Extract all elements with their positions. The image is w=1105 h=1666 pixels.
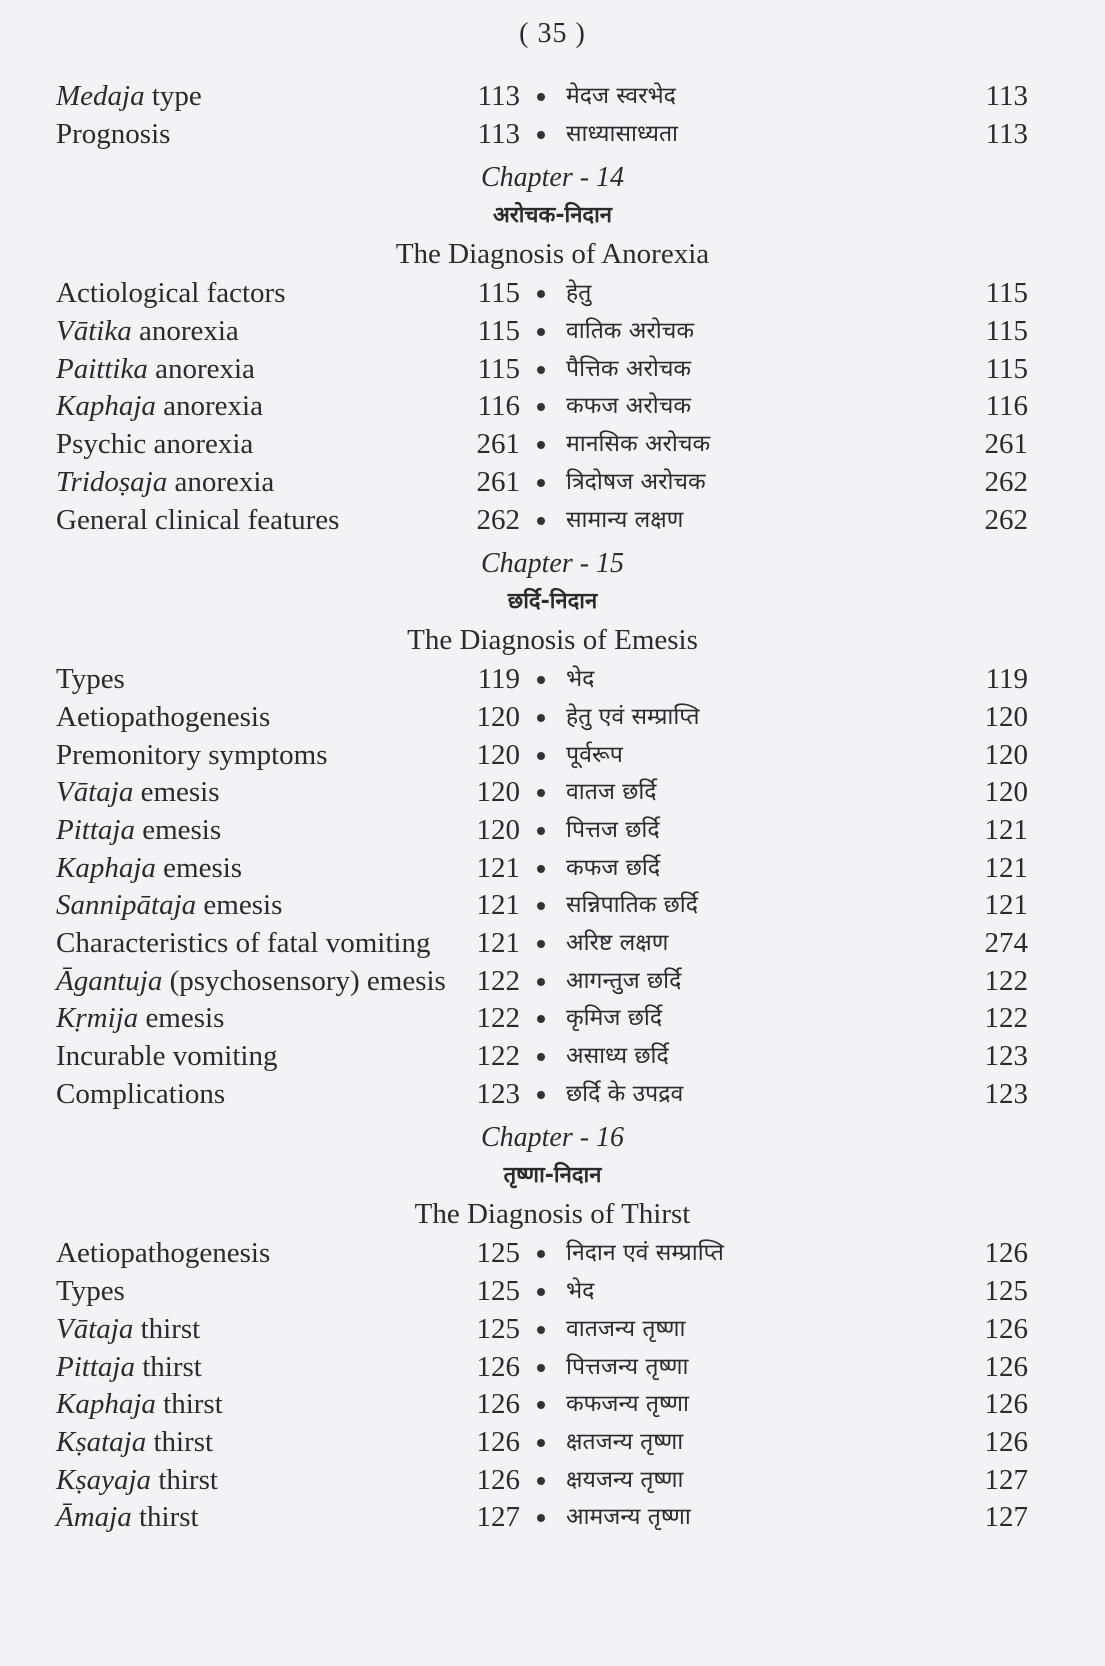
index-row (0, 1424, 1105, 1462)
english-page-number: 121 (476, 889, 520, 922)
english-entry (56, 699, 270, 737)
hindi-page-number: 121 (984, 813, 1028, 846)
english-entry-text: Aetiopathogenesis (56, 1237, 271, 1270)
index-row (0, 774, 1105, 812)
english-entry (56, 1076, 225, 1114)
hindi-entry: पूर्वरूप (566, 741, 623, 768)
hindi-page-number: 113 (985, 117, 1028, 150)
english-page-number: 123 (476, 1077, 520, 1110)
english-entry (56, 925, 430, 963)
english-page-number: 115 (477, 315, 520, 348)
english-entry-text: Premonitory symptoms (56, 738, 328, 771)
english-entry-italic: Āmaja (56, 1501, 132, 1534)
hindi-page-number: 122 (984, 1002, 1028, 1035)
chapter-heading (0, 159, 1105, 273)
bullet-icon (537, 827, 545, 835)
english-page-number: 126 (476, 1463, 520, 1496)
english-entry-text: Actiological factors (56, 277, 286, 310)
english-entry (56, 116, 170, 154)
hindi-entry: छर्दि के उपद्रव (566, 1080, 684, 1107)
english-entry (56, 661, 125, 699)
bullet-icon (537, 1326, 545, 1334)
index-row (0, 887, 1105, 925)
hindi-page-number: 123 (984, 1077, 1028, 1110)
english-entry (56, 774, 220, 812)
hindi-entry: हेतु (566, 280, 592, 307)
bullet-icon (537, 676, 545, 684)
index-row (0, 1349, 1105, 1387)
hindi-entry: भेद (566, 1278, 595, 1305)
english-entry-italic: Pittaja (56, 1350, 135, 1383)
chapter-label: Chapter - 16 (480, 1122, 625, 1154)
hindi-page-number: 119 (985, 663, 1028, 696)
english-entry-text: emesis (133, 776, 220, 809)
english-entry-text: Psychic anorexia (56, 428, 254, 461)
hindi-entry: मानसिक अरोचक (566, 431, 711, 458)
bullet-icon (537, 865, 545, 873)
english-entry-text: thirst (151, 1463, 218, 1496)
hindi-entry: पैत्तिक अरोचक (566, 355, 692, 382)
hindi-entry: क्षयजन्य तृष्णा (566, 1466, 684, 1493)
english-entry (56, 313, 239, 351)
index-row (0, 1462, 1105, 1500)
bullet-icon (537, 902, 545, 910)
index-row (0, 313, 1105, 351)
english-page-number: 126 (476, 1350, 520, 1383)
english-entry-italic: Kṛmija (56, 1002, 139, 1035)
english-entry-text: Types (56, 1275, 125, 1308)
english-page-number: 125 (476, 1275, 520, 1308)
english-entry-italic: Vātika (56, 315, 132, 348)
index-row (0, 1386, 1105, 1424)
index-row (0, 1000, 1105, 1038)
bullet-icon (537, 1401, 545, 1409)
bullet-icon (537, 1364, 545, 1372)
bullet-icon (537, 131, 545, 139)
english-entry-italic: Medaja (56, 80, 145, 112)
hindi-page-number: 121 (984, 889, 1028, 922)
english-entry-text: General clinical features (56, 503, 340, 536)
hindi-entry: कृमिज छर्दि (566, 1005, 663, 1032)
english-entry-text: Aetiopathogenesis (56, 700, 271, 733)
english-entry-text: Incurable vomiting (56, 1040, 278, 1073)
index-row (0, 1235, 1105, 1273)
english-page-number: 126 (476, 1388, 520, 1421)
english-page-number: 122 (476, 1040, 520, 1073)
bullet-icon (537, 517, 545, 525)
english-entry (56, 963, 446, 1001)
index-row (0, 426, 1105, 464)
hindi-page-number: 120 (984, 700, 1028, 733)
english-entry (56, 1349, 202, 1387)
index-row (0, 1273, 1105, 1311)
english-entry-text: Characteristics of fatal vomiting (56, 927, 431, 959)
hindi-entry: पित्तजन्य तृष्णा (566, 1353, 689, 1380)
bullet-icon (537, 1250, 545, 1258)
english-page-number: 121 (476, 851, 520, 884)
hindi-page-number: 262 (984, 503, 1028, 536)
english-entry (56, 502, 339, 540)
hindi-entry: कफज अरोचक (566, 393, 691, 420)
hindi-entry: कफज छर्दि (566, 854, 661, 881)
bullet-icon (537, 1053, 545, 1061)
english-page-number: 120 (476, 700, 520, 733)
english-entry (56, 1424, 213, 1462)
hindi-page-number: 261 (984, 428, 1028, 461)
hindi-page-number: 126 (984, 1388, 1028, 1421)
hindi-entry: आमजन्य तृष्णा (566, 1504, 691, 1531)
english-page-number: 125 (476, 1237, 520, 1270)
english-entry-text: Complications (56, 1077, 226, 1110)
english-entry-italic: Kaphaja (56, 390, 156, 423)
hindi-page-number: 116 (985, 390, 1028, 423)
english-entry (56, 464, 274, 502)
hindi-page-number: 126 (984, 1425, 1028, 1458)
hindi-entry: असाध्य छर्दि (566, 1043, 669, 1070)
english-page-number: 261 (476, 465, 520, 498)
english-entry (56, 426, 253, 464)
english-entry-text: thirst (155, 1388, 223, 1421)
bullet-icon (537, 1477, 545, 1485)
chapter-hindi-title: तृष्णा-निदान (503, 1163, 602, 1189)
english-page-number: 120 (476, 813, 520, 846)
english-page-number: 120 (476, 776, 520, 809)
english-entry (56, 850, 242, 888)
index-content (0, 78, 1105, 1537)
english-entry-text: thirst (134, 1350, 202, 1383)
hindi-page-number: 123 (984, 1040, 1028, 1073)
english-entry-text: thirst (133, 1312, 201, 1345)
english-page-number: 116 (477, 390, 520, 423)
index-row (0, 502, 1105, 540)
english-page-number: 120 (476, 738, 520, 771)
hindi-page-number: 127 (984, 1463, 1028, 1496)
bullet-icon (537, 441, 545, 449)
hindi-entry: वातज छर्दि (566, 779, 657, 806)
english-page-number: 115 (477, 352, 520, 385)
english-entry (56, 1038, 277, 1076)
english-entry (56, 887, 282, 925)
chapter-title: The Diagnosis of Emesis (407, 624, 698, 657)
english-entry (56, 1386, 223, 1424)
bullet-icon (537, 978, 545, 986)
hindi-entry: मेदज स्वरभेद (566, 83, 676, 109)
bullet-icon (537, 940, 545, 948)
hindi-page-number: 120 (984, 738, 1028, 771)
hindi-page-number: 126 (984, 1312, 1028, 1345)
english-entry-text: anorexia (147, 352, 255, 385)
bullet-icon (537, 93, 545, 101)
english-page-number: 115 (477, 277, 520, 310)
english-page-number: 122 (476, 1002, 520, 1035)
english-entry-italic: Vātaja (56, 1312, 134, 1345)
chapter-title: The Diagnosis of Thirst (414, 1198, 691, 1231)
index-row (0, 388, 1105, 426)
hindi-entry: हेतु एवं सम्प्राप्ति (566, 703, 700, 730)
english-page-number: 126 (476, 1425, 520, 1458)
english-entry (56, 1000, 224, 1038)
english-page-number: 119 (477, 663, 520, 696)
english-entry (56, 812, 221, 850)
bullet-icon (537, 1091, 545, 1099)
english-entry-text: emesis (196, 889, 283, 922)
index-row (0, 464, 1105, 502)
english-entry (56, 1311, 200, 1349)
english-entry-italic: Kaphaja (56, 851, 156, 884)
english-entry-text: emesis (138, 1002, 225, 1035)
english-entry (56, 1235, 270, 1273)
english-entry-text: anorexia (155, 390, 263, 423)
english-entry-text: anorexia (167, 465, 275, 498)
chapter-label: Chapter - 14 (480, 162, 625, 194)
english-entry-italic: Kṣataja (56, 1425, 147, 1458)
english-entry-text: emesis (134, 813, 222, 846)
english-entry-text: Prognosis (56, 117, 171, 150)
english-entry-text: Types (56, 663, 125, 696)
english-entry-italic: Vātaja (56, 776, 134, 809)
bullet-icon (537, 366, 545, 374)
index-row (0, 78, 1105, 116)
hindi-entry: कफजन्य तृष्णा (566, 1391, 690, 1418)
hindi-page-number: 126 (984, 1350, 1028, 1383)
bullet-icon (537, 714, 545, 722)
hindi-entry: पित्तज छर्दि (566, 816, 660, 843)
english-page-number: 125 (476, 1312, 520, 1345)
bullet-icon (537, 1439, 545, 1447)
english-page-number: 127 (476, 1501, 520, 1534)
bullet-icon (537, 752, 545, 760)
hindi-page-number: 113 (985, 80, 1028, 112)
hindi-page-number: 120 (984, 776, 1028, 809)
bullet-icon (537, 290, 545, 298)
chapter-title: The Diagnosis of Anorexia (395, 238, 710, 271)
index-row (0, 963, 1105, 1001)
chapter-hindi-title: छर्दि-निदान (507, 589, 598, 615)
english-page-number: 262 (476, 503, 520, 536)
english-entry-italic: Āgantuja (56, 964, 163, 997)
english-entry-italic: Kṣayaja (56, 1463, 152, 1496)
index-row (0, 1499, 1105, 1537)
bullet-icon (537, 479, 545, 487)
index-row (0, 1311, 1105, 1349)
english-page-number: 113 (477, 80, 520, 112)
hindi-page-number: 125 (984, 1275, 1028, 1308)
hindi-entry: साध्यासाध्यता (566, 120, 679, 147)
hindi-page-number: 115 (985, 277, 1028, 310)
english-entry-italic: Pittaja (56, 813, 135, 846)
english-entry-text: thirst (146, 1425, 214, 1458)
chapter-heading (0, 545, 1105, 659)
bullet-icon (537, 789, 545, 797)
hindi-page-number: 122 (984, 964, 1028, 997)
hindi-page-number: 274 (984, 927, 1028, 959)
english-page-number: 121 (476, 927, 520, 959)
chapter-label: Chapter - 15 (480, 548, 625, 580)
hindi-page-number: 121 (984, 851, 1028, 884)
bullet-icon (537, 1015, 545, 1023)
hindi-page-number: 262 (984, 465, 1028, 498)
hindi-entry: अरिष्ट लक्षण (566, 930, 669, 956)
index-row (0, 925, 1105, 963)
hindi-entry: वातिक अरोचक (566, 318, 694, 345)
bullet-icon (537, 328, 545, 336)
english-entry-text: type (144, 80, 202, 112)
english-entry (56, 737, 327, 775)
english-entry-italic: Sannipātaja (56, 889, 197, 922)
hindi-entry: भेद (566, 666, 595, 693)
hindi-entry: निदान एवं सम्प्राप्ति (566, 1240, 724, 1267)
english-entry (56, 1462, 218, 1500)
english-entry (56, 275, 286, 313)
english-entry-text: thirst (131, 1501, 199, 1534)
english-entry-text: anorexia (131, 315, 239, 348)
index-row (0, 850, 1105, 888)
index-row (0, 812, 1105, 850)
hindi-page-number: 127 (984, 1501, 1028, 1534)
english-entry (56, 388, 263, 426)
hindi-entry: सामान्य लक्षण (566, 506, 684, 533)
hindi-entry: वातजन्य तृष्णा (566, 1315, 686, 1342)
english-entry-text: (psychosensory) emesis (162, 964, 446, 997)
english-entry (56, 1499, 199, 1537)
chapter-heading (0, 1119, 1105, 1233)
english-entry-italic: Tridoṣaja (56, 465, 168, 498)
hindi-page-number: 115 (985, 315, 1028, 348)
hindi-page-number: 115 (985, 352, 1028, 385)
index-row (0, 1076, 1105, 1114)
hindi-entry: त्रिदोषज अरोचक (566, 468, 706, 495)
english-entry (56, 1273, 125, 1311)
english-entry (56, 78, 202, 116)
english-page-number: 261 (476, 428, 520, 461)
index-row (0, 275, 1105, 313)
hindi-entry: सन्निपातिक छर्दि (566, 892, 698, 919)
hindi-page-number: 126 (984, 1237, 1028, 1270)
index-row (0, 737, 1105, 775)
english-entry-italic: Kaphaja (56, 1388, 156, 1421)
index-row (0, 116, 1105, 154)
index-row (0, 699, 1105, 737)
english-page-number: 122 (476, 964, 520, 997)
english-page-number: 113 (477, 117, 520, 150)
hindi-entry: क्षतजन्य तृष्णा (566, 1428, 684, 1455)
bullet-icon (537, 403, 545, 411)
english-entry-italic: Paittika (56, 352, 148, 385)
index-row (0, 351, 1105, 389)
page-number: ( 35 ) (519, 18, 586, 49)
chapter-hindi-title: अरोचक-निदान (493, 203, 612, 229)
bullet-icon (537, 1288, 545, 1296)
bullet-icon (537, 1514, 545, 1522)
english-entry-text: emesis (155, 851, 243, 884)
index-row (0, 1038, 1105, 1076)
hindi-entry: आगन्तुज छर्दि (566, 967, 682, 994)
english-entry (56, 351, 255, 389)
index-row (0, 661, 1105, 699)
